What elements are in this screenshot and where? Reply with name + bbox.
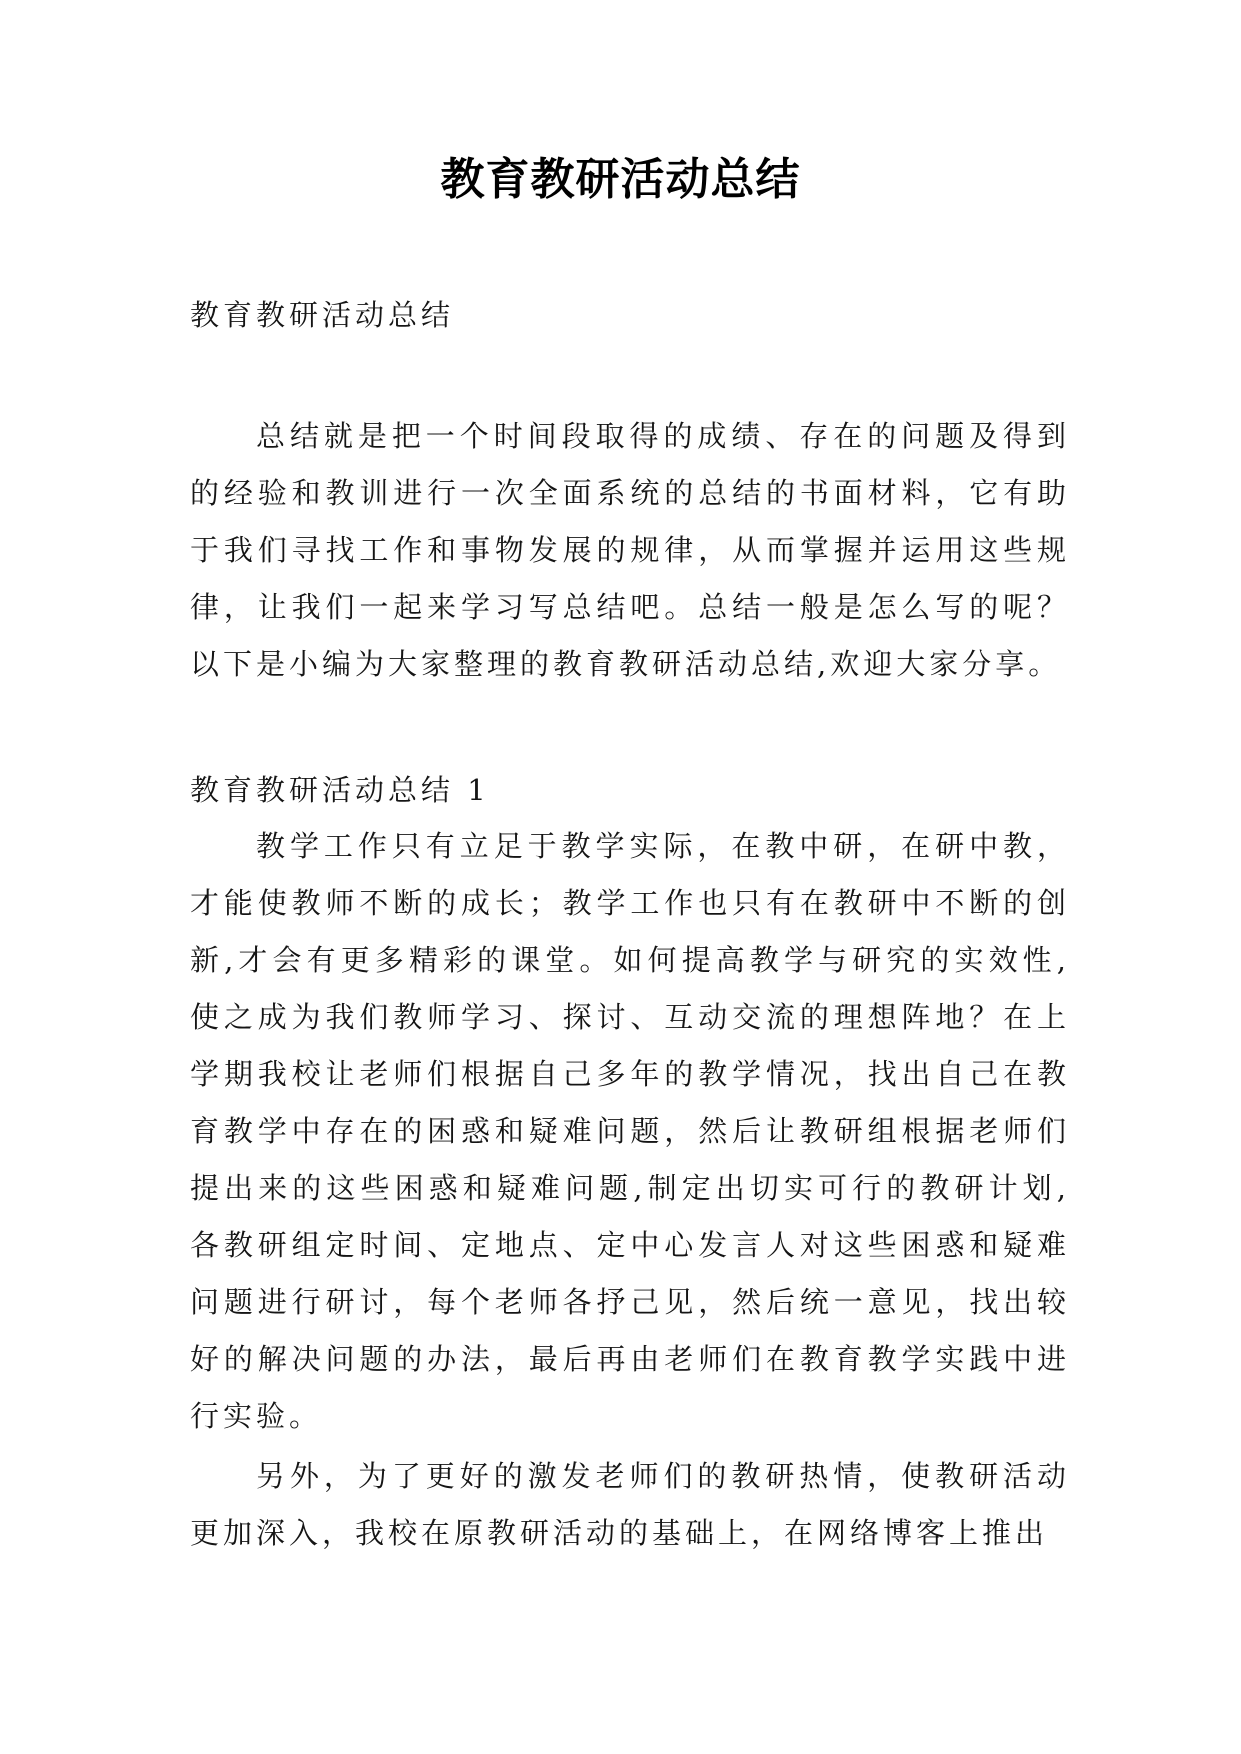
intro-paragraph: 总结就是把一个时间段取得的成绩、存在的问题及得到的经验和教训进行一次全面系统的总结的书面材料，它有助于我们寻找工作和事物发展的规律，从而掌握并运用这些规律，让我们一起来学习写总结吧。总结一般是怎么写的呢？以下是小编为大家整理的教育教研活动总结,欢迎大家分享。 [190,419,1070,681]
section-paragraph-2: 另外，为了更好的激发老师们的教研热情，使教研活动更加深入，我校在原教研活动的基础上，在网络博客上推出 [190,1459,1070,1550]
section-heading: 教育教研活动总结 1 [190,773,490,807]
section-paragraph-1: 教学工作只有立足于教学实际，在教中研，在研中教，才能使教师不断的成长；教学工作也只有在教研中不断的创新,才会有更多精彩的课堂。如何提高教学与研究的实效性,使之成为我们教师学习、探讨、互动交流的理想阵地？在上学期我校让老师们根据自己多年的教学情况，找出自己在教育教学中存在的困惑和疑难问题，然后让教研组根据老师们提出来的这些困惑和疑难问题,制定出切实可行的教研计划,各教研组定时间、定地点、定中心发言人对这些困惑和疑难问题进行研讨，每个老师各抒己见，然后统一意见，找出较好的解决问题的办法，最后再由老师们在教育教学实践中进行实验。 [190,829,1070,1433]
document-subtitle: 教育教研活动总结 [190,298,455,332]
document-title: 教育教研活动总结 [440,154,801,205]
